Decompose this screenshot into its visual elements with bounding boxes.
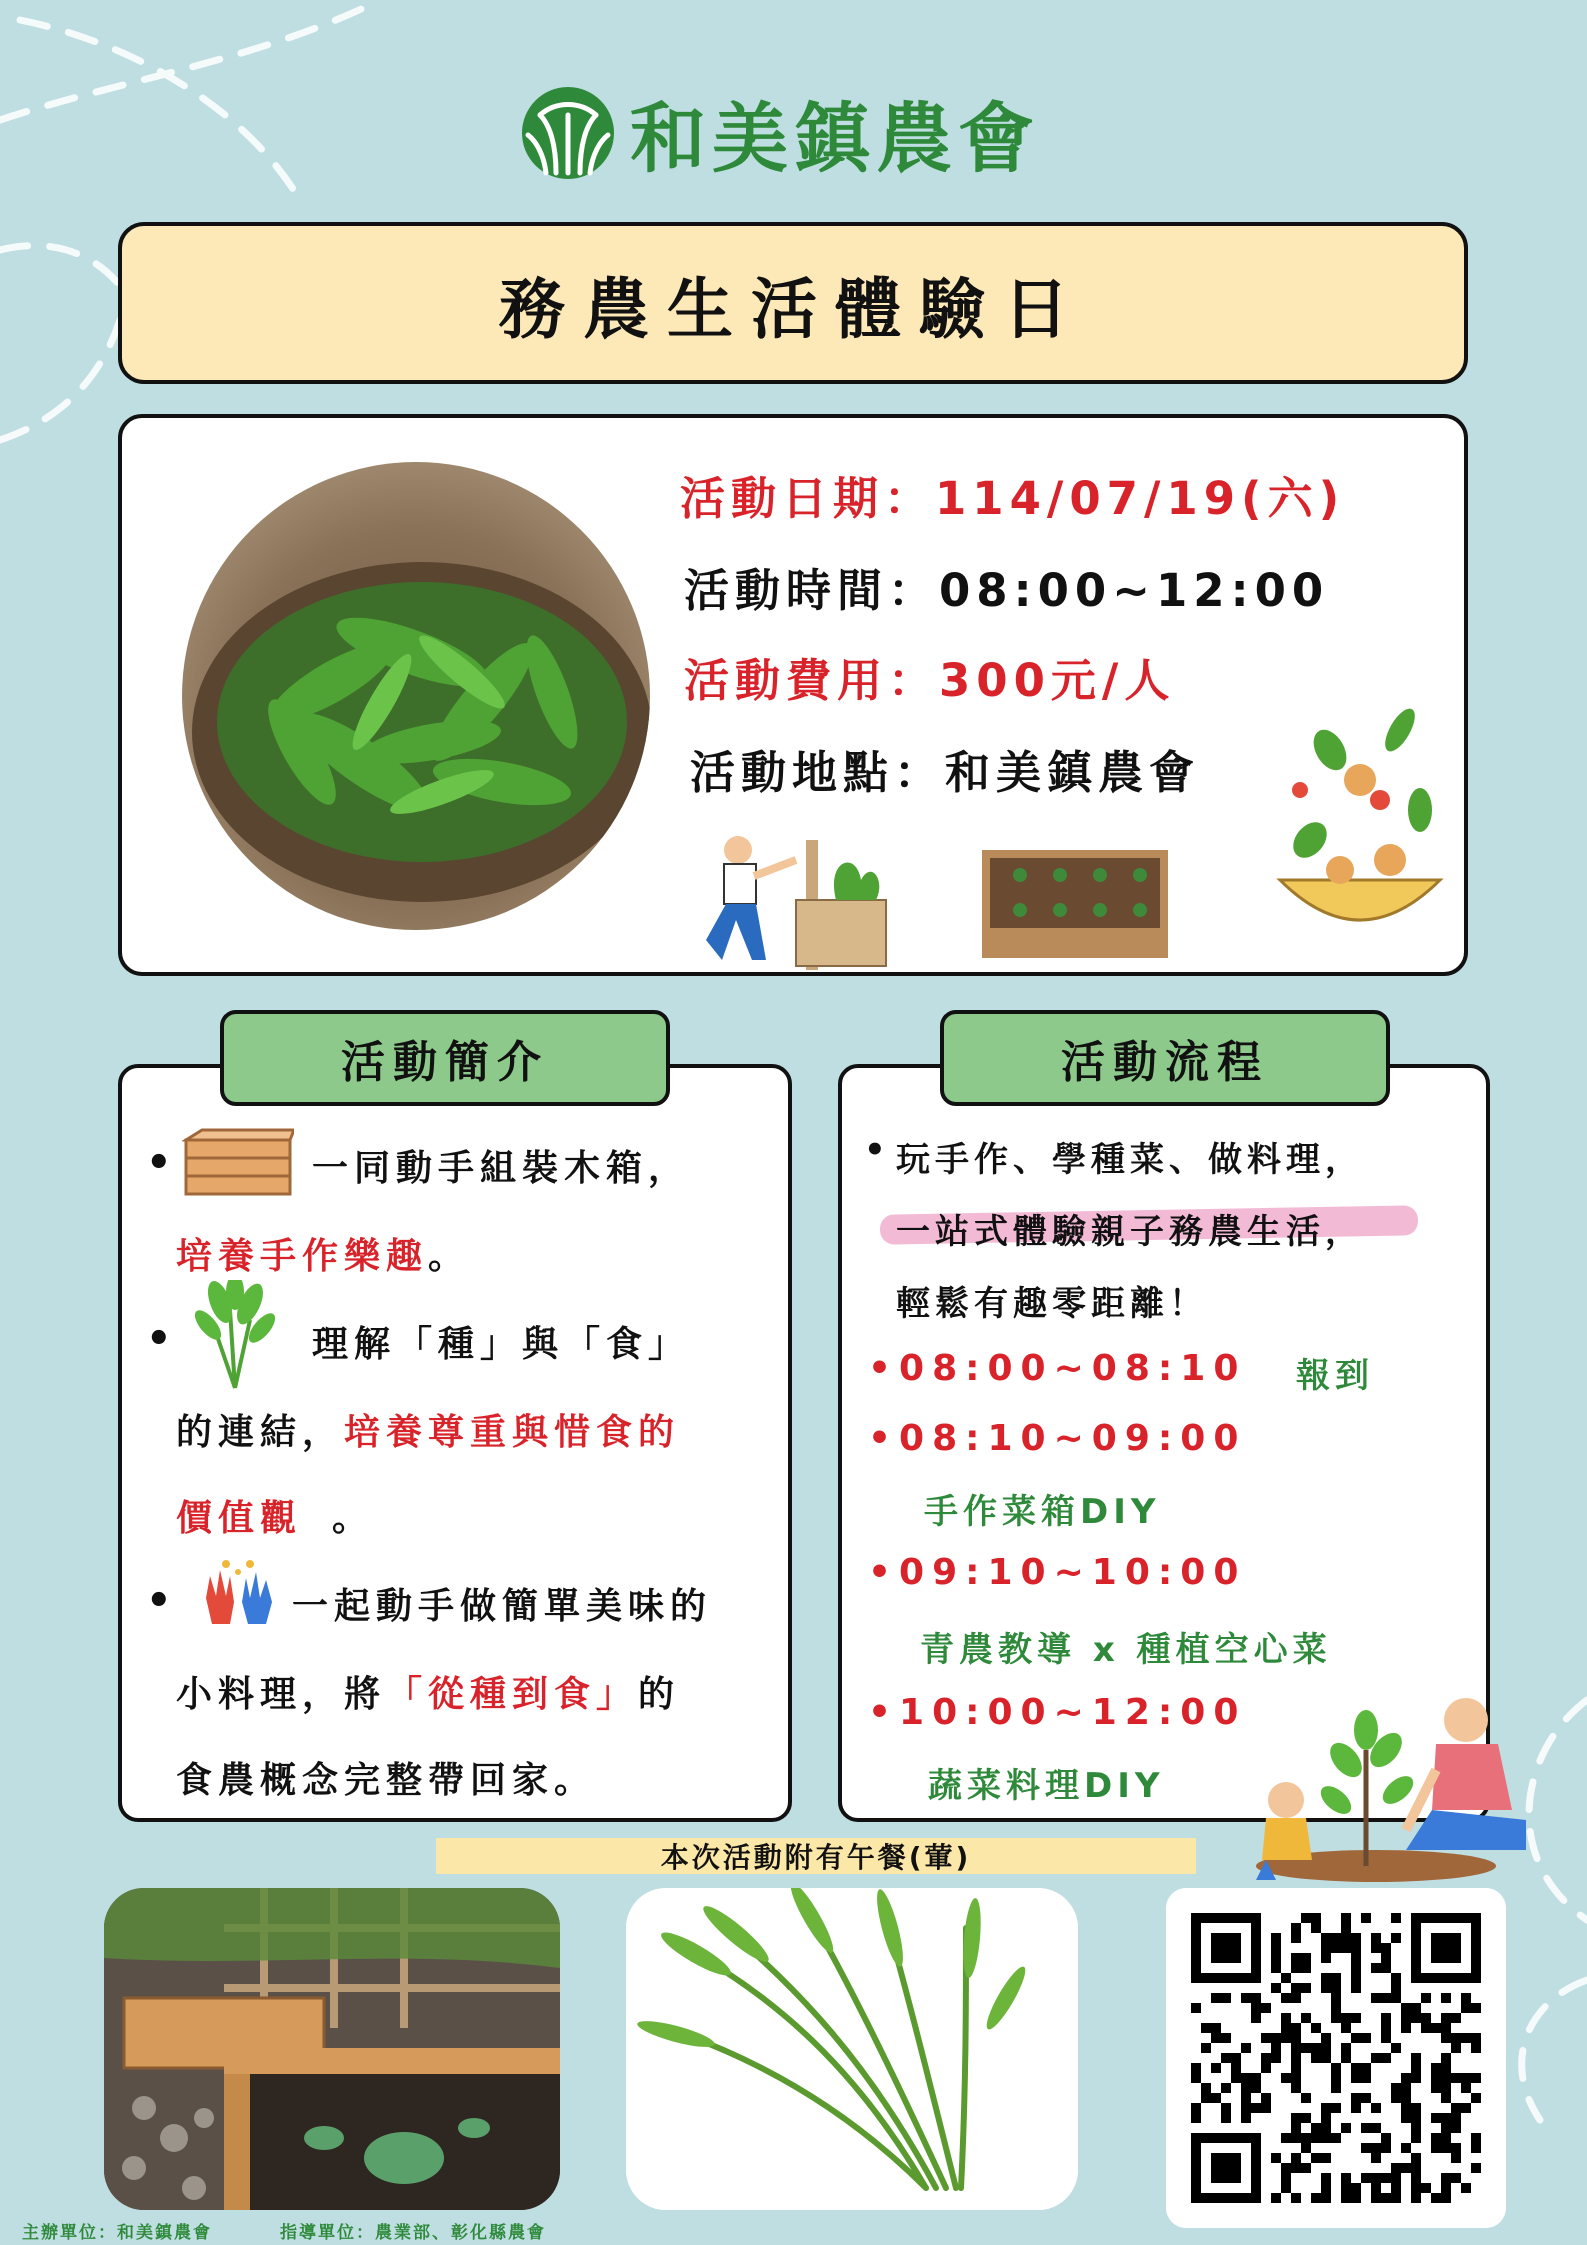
- intro-item3-text: 小料理，將: [176, 1674, 387, 1715]
- flow-lead-2-tail: ，: [1325, 1212, 1364, 1252]
- intro-item1-highlight: 培養手作樂趣: [176, 1236, 429, 1277]
- intro-item3-line3: 食農概念完整帶回家。: [176, 1760, 597, 1801]
- flow-item-desc: 手作菜箱DIY: [924, 1492, 1161, 1532]
- flow-time-text: 08:00~08:10: [899, 1348, 1247, 1389]
- qr-code-icon: [1166, 1888, 1506, 2228]
- intro-item3-highlight: 「從種到食」: [386, 1674, 639, 1715]
- intro-item2-line2: [176, 1404, 680, 1455]
- water-spinach-bundle-image: [626, 1888, 1078, 2210]
- water-spinach-photo: [182, 462, 650, 930]
- water-spinach-image: [182, 462, 650, 930]
- info-time: 活動時間：08:00~12:00: [684, 564, 1330, 617]
- intro-item2-highlight: 培養尊重與惜食的: [344, 1412, 681, 1453]
- flow-item-time: •08:10~09:00: [868, 1418, 1247, 1459]
- footer-advisor: 指導單位：農業部、彰化縣農會: [280, 2223, 546, 2243]
- flow-item-desc: 報到: [1296, 1356, 1374, 1396]
- intro-item3-line1: 一起動手做簡單美味的: [292, 1586, 713, 1627]
- hands-icon: [196, 1558, 280, 1630]
- flow-lead-2-text: 一站式體驗親子務農生活: [896, 1212, 1325, 1252]
- flow-time-text: 09:10~10:00: [899, 1552, 1247, 1593]
- page-title: 務農生活體驗日: [499, 270, 1087, 348]
- flow-lead-1: 玩手作、學種菜、做料理，: [896, 1140, 1364, 1180]
- water-spinach-bundle-photo: [626, 1888, 1078, 2210]
- logo-text: 和美鎮農會: [630, 94, 1040, 183]
- intro-item2-highlight2: 價值觀: [176, 1498, 303, 1539]
- family-planting-illustration: [1226, 1690, 1566, 1886]
- flow-time-text: 08:10~09:00: [899, 1418, 1247, 1459]
- flow-item-desc: 蔬菜料理DIY: [928, 1766, 1165, 1806]
- flow-item-time: •08:00~08:10: [868, 1348, 1247, 1389]
- intro-item1-period: 。: [428, 1236, 471, 1277]
- vegetable-bowl-illustration: [1270, 690, 1450, 960]
- info-date: 活動日期：114/07/19(六): [680, 472, 1346, 525]
- wooden-crate-icon: [182, 1128, 294, 1198]
- bullet: •: [864, 1130, 886, 1170]
- intro-item1-line2: [176, 1228, 470, 1279]
- flow-lead-2: [896, 1204, 1364, 1253]
- bullet: •: [146, 1140, 172, 1186]
- flow-item-time: •09:10~10:00: [868, 1552, 1247, 1593]
- tab-intro: 活動簡介: [220, 1010, 670, 1106]
- flow-item-time: •10:00~12:00: [868, 1692, 1247, 1733]
- info-fee: 活動費用：300元/人: [684, 654, 1176, 707]
- farmer-building-box-illustration: [686, 820, 896, 970]
- intro-item2-period: 。: [332, 1498, 375, 1539]
- intro-item2-text: 的連結，: [176, 1412, 345, 1453]
- intro-item2-line3: [176, 1490, 374, 1541]
- tab-flow: 活動流程: [940, 1010, 1390, 1106]
- flow-item-desc: 青農教導 x 種植空心菜: [920, 1630, 1332, 1670]
- intro-item1-line1: 一同動手組裝木箱，: [312, 1148, 691, 1189]
- bullet: •: [146, 1316, 172, 1362]
- intro-item3-line2: [176, 1666, 680, 1717]
- raised-garden-bed-image: [104, 1888, 560, 2210]
- intro-item3-text2: 的: [638, 1674, 681, 1715]
- intro-item2-line1: 理解「種」與「食」: [312, 1324, 691, 1365]
- flow-time-text: 10:00~12:00: [899, 1692, 1247, 1733]
- garden-box-photo: [104, 1888, 560, 2210]
- seedling-box-illustration: [980, 830, 1170, 960]
- flow-lead-3: 輕鬆有趣零距離！: [896, 1284, 1208, 1324]
- qr-code[interactable]: [1166, 1888, 1506, 2228]
- bullet: •: [146, 1578, 172, 1624]
- water-spinach-icon: [190, 1280, 280, 1390]
- header-logo: [520, 78, 1040, 187]
- info-location: 活動地點：和美鎮農會: [690, 746, 1201, 799]
- title-banner: [118, 222, 1468, 384]
- lunch-note: 本次活動附有午餐(葷): [436, 1838, 1196, 1874]
- footer-organizer: 主辦單位：和美鎮農會: [22, 2223, 212, 2243]
- farmers-association-logo-icon: [520, 85, 616, 181]
